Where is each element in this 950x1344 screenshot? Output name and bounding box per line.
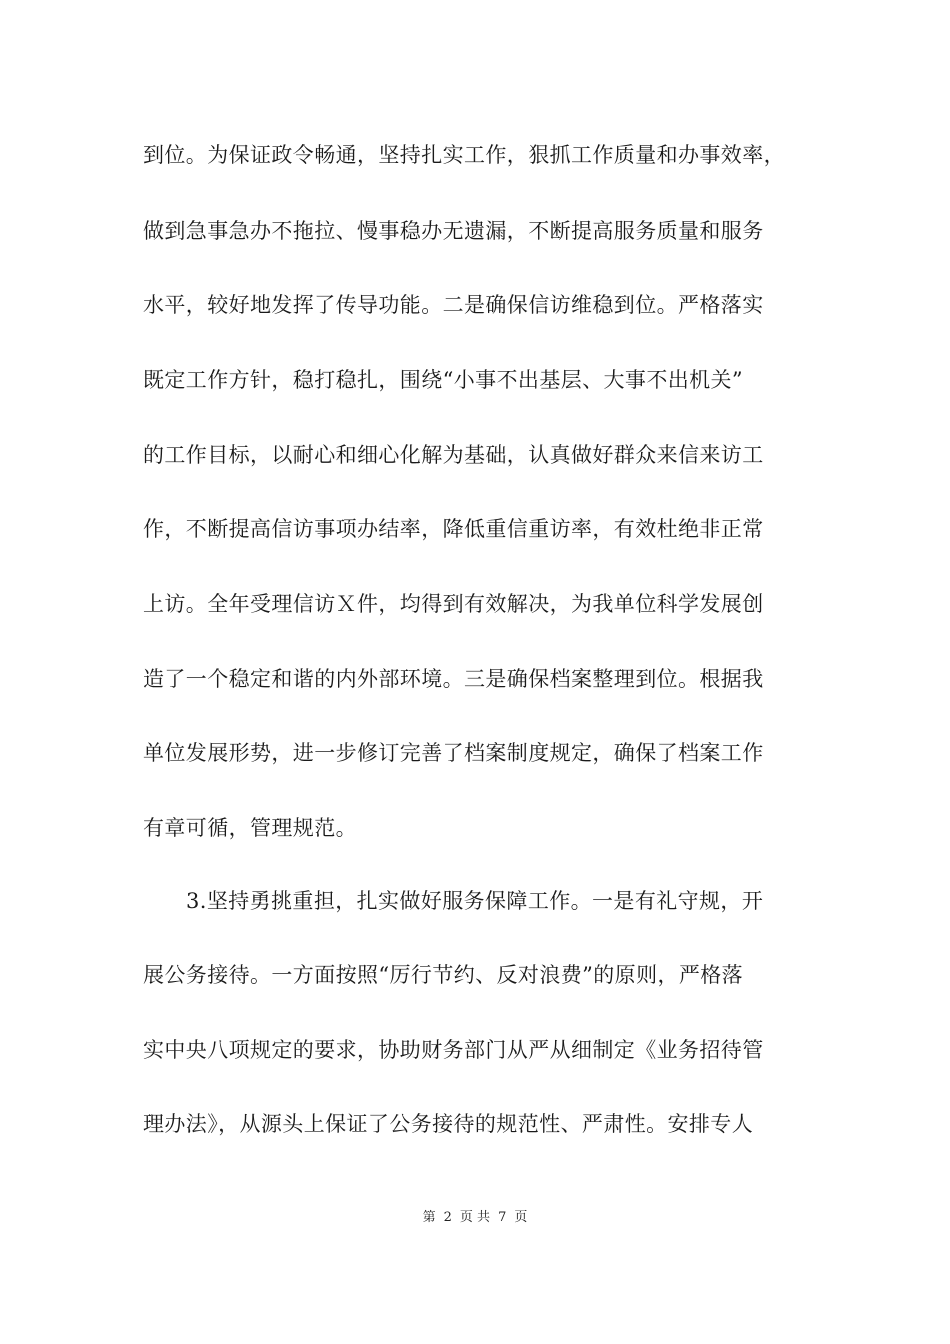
- text-line: 造了一个稳定和谐的内外部环境。三是确保档案整理到位。根据我: [143, 667, 764, 691]
- text-line: 理办法》，从源头上保证了公务接待的规范性、严肃性。安排专人: [143, 1112, 754, 1136]
- text-line: 上访。全年受理信访Ｘ件，均得到有效解决，为我单位科学发展创: [143, 592, 764, 616]
- text-line: 水平，较好地发挥了传导功能。二是确保信访维稳到位。严格落实: [143, 293, 764, 317]
- text-line: 作，不断提高信访事项办结率，降低重信重访率，有效杜绝非正常: [143, 517, 764, 541]
- text-line: 单位发展形势，进一步修订完善了档案制度规定，确保了档案工作: [143, 741, 764, 765]
- text-line: 做到急事急办不拖拉、慢事稳办无遗漏，不断提高服务质量和服务: [143, 219, 764, 243]
- paragraph-heading-line: 3.坚持勇挑重担，扎实做好服务保障工作。一是有礼守规，开: [186, 889, 764, 913]
- footer-prefix: 第: [422, 1210, 436, 1225]
- text-line: 展公务接待。一方面按照“厉行节约、反对浪费”的原则，严格落: [143, 963, 744, 987]
- footer-total-pages: 7: [498, 1210, 507, 1225]
- text-line: 的工作目标，以耐心和细心化解为基础，认真做好群众来信来访工: [143, 443, 764, 467]
- text-line: 实中央八项规定的要求，协助财务部门从严从细制定《业务招待管: [143, 1038, 764, 1062]
- footer-page-number: 2: [443, 1210, 452, 1225]
- footer-mid: 页 共: [459, 1210, 491, 1225]
- text-line: 到位。为保证政令畅通，坚持扎实工作，狠抓工作质量和办事效率，: [143, 143, 785, 167]
- page-footer: [0, 1208, 950, 1228]
- footer-suffix: 页: [514, 1210, 528, 1225]
- text-line: 有章可循，管理规范。: [143, 816, 357, 840]
- text-line: 既定工作方针，稳打稳扎，围绕“小事不出基层、大事不出机关”: [143, 368, 744, 392]
